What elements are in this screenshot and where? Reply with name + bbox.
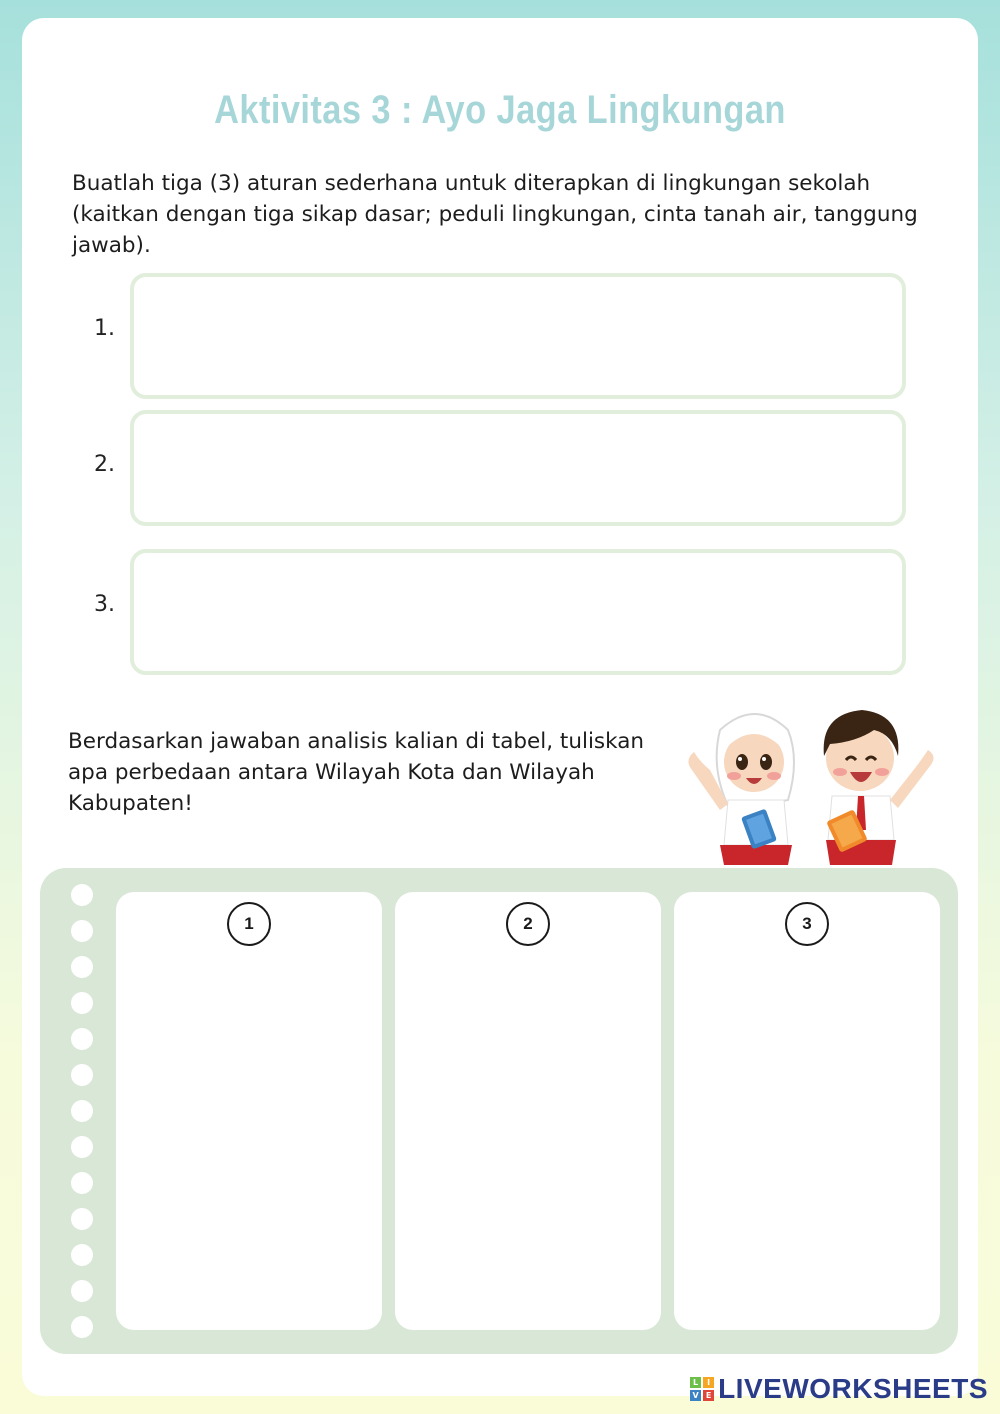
answer-column-3[interactable] — [674, 892, 940, 1330]
logo-letter: L — [690, 1377, 701, 1388]
answer-column-2[interactable] — [395, 892, 661, 1330]
logo-letter: I — [703, 1377, 714, 1388]
binder-hole — [71, 1064, 93, 1086]
brand-name: LIVEWORKSHEETS — [718, 1373, 988, 1404]
answer-box-3[interactable] — [130, 549, 906, 675]
answer-number-3: 3. — [94, 592, 115, 617]
binder-hole — [71, 920, 93, 942]
binder-hole — [71, 1280, 93, 1302]
binder-hole — [71, 992, 93, 1014]
boy-student-icon — [824, 710, 934, 865]
answer-number-2: 2. — [94, 452, 115, 477]
logo-letter: V — [690, 1390, 701, 1401]
column-badge-1: 1 — [227, 902, 271, 946]
answer-box-2[interactable] — [130, 410, 906, 526]
answer-number-1: 1. — [94, 316, 115, 341]
answer-column-1[interactable] — [116, 892, 382, 1330]
column-badge-2: 2 — [506, 902, 550, 946]
binder-hole — [71, 1244, 93, 1266]
girl-student-icon — [688, 714, 794, 865]
answer-box-1[interactable] — [130, 273, 906, 399]
liveworksheets-logo — [690, 1372, 988, 1406]
column-badge-3: 3 — [785, 902, 829, 946]
logo-letter: E — [703, 1390, 714, 1401]
liveworksheets-logo-icon — [690, 1377, 714, 1401]
binder-hole — [71, 884, 93, 906]
binder-hole — [71, 1208, 93, 1230]
binder-hole — [71, 1136, 93, 1158]
two-students-illustration — [680, 700, 942, 870]
binder-hole — [71, 956, 93, 978]
binder-hole — [71, 1316, 93, 1338]
question-2-text: Berdasarkan jawaban analisis kalian di tabel, tuliskan apa perbedaan antara Wilayah Kota dan Wilayah Kabupaten! — [68, 729, 644, 816]
worksheet-title: Aktivitas 3 : Ayo Jaga Lingkungan — [214, 88, 786, 132]
binder-hole — [71, 1028, 93, 1050]
binder-hole — [71, 1100, 93, 1122]
binder-hole — [71, 1172, 93, 1194]
instruction-text: Buatlah tiga (3) aturan sederhana untuk diterapkan di lingkungan sekolah (kaitkan dengan tiga sikap dasar; peduli lingkungan, cinta tanah air, tanggung jawab). — [72, 171, 918, 258]
